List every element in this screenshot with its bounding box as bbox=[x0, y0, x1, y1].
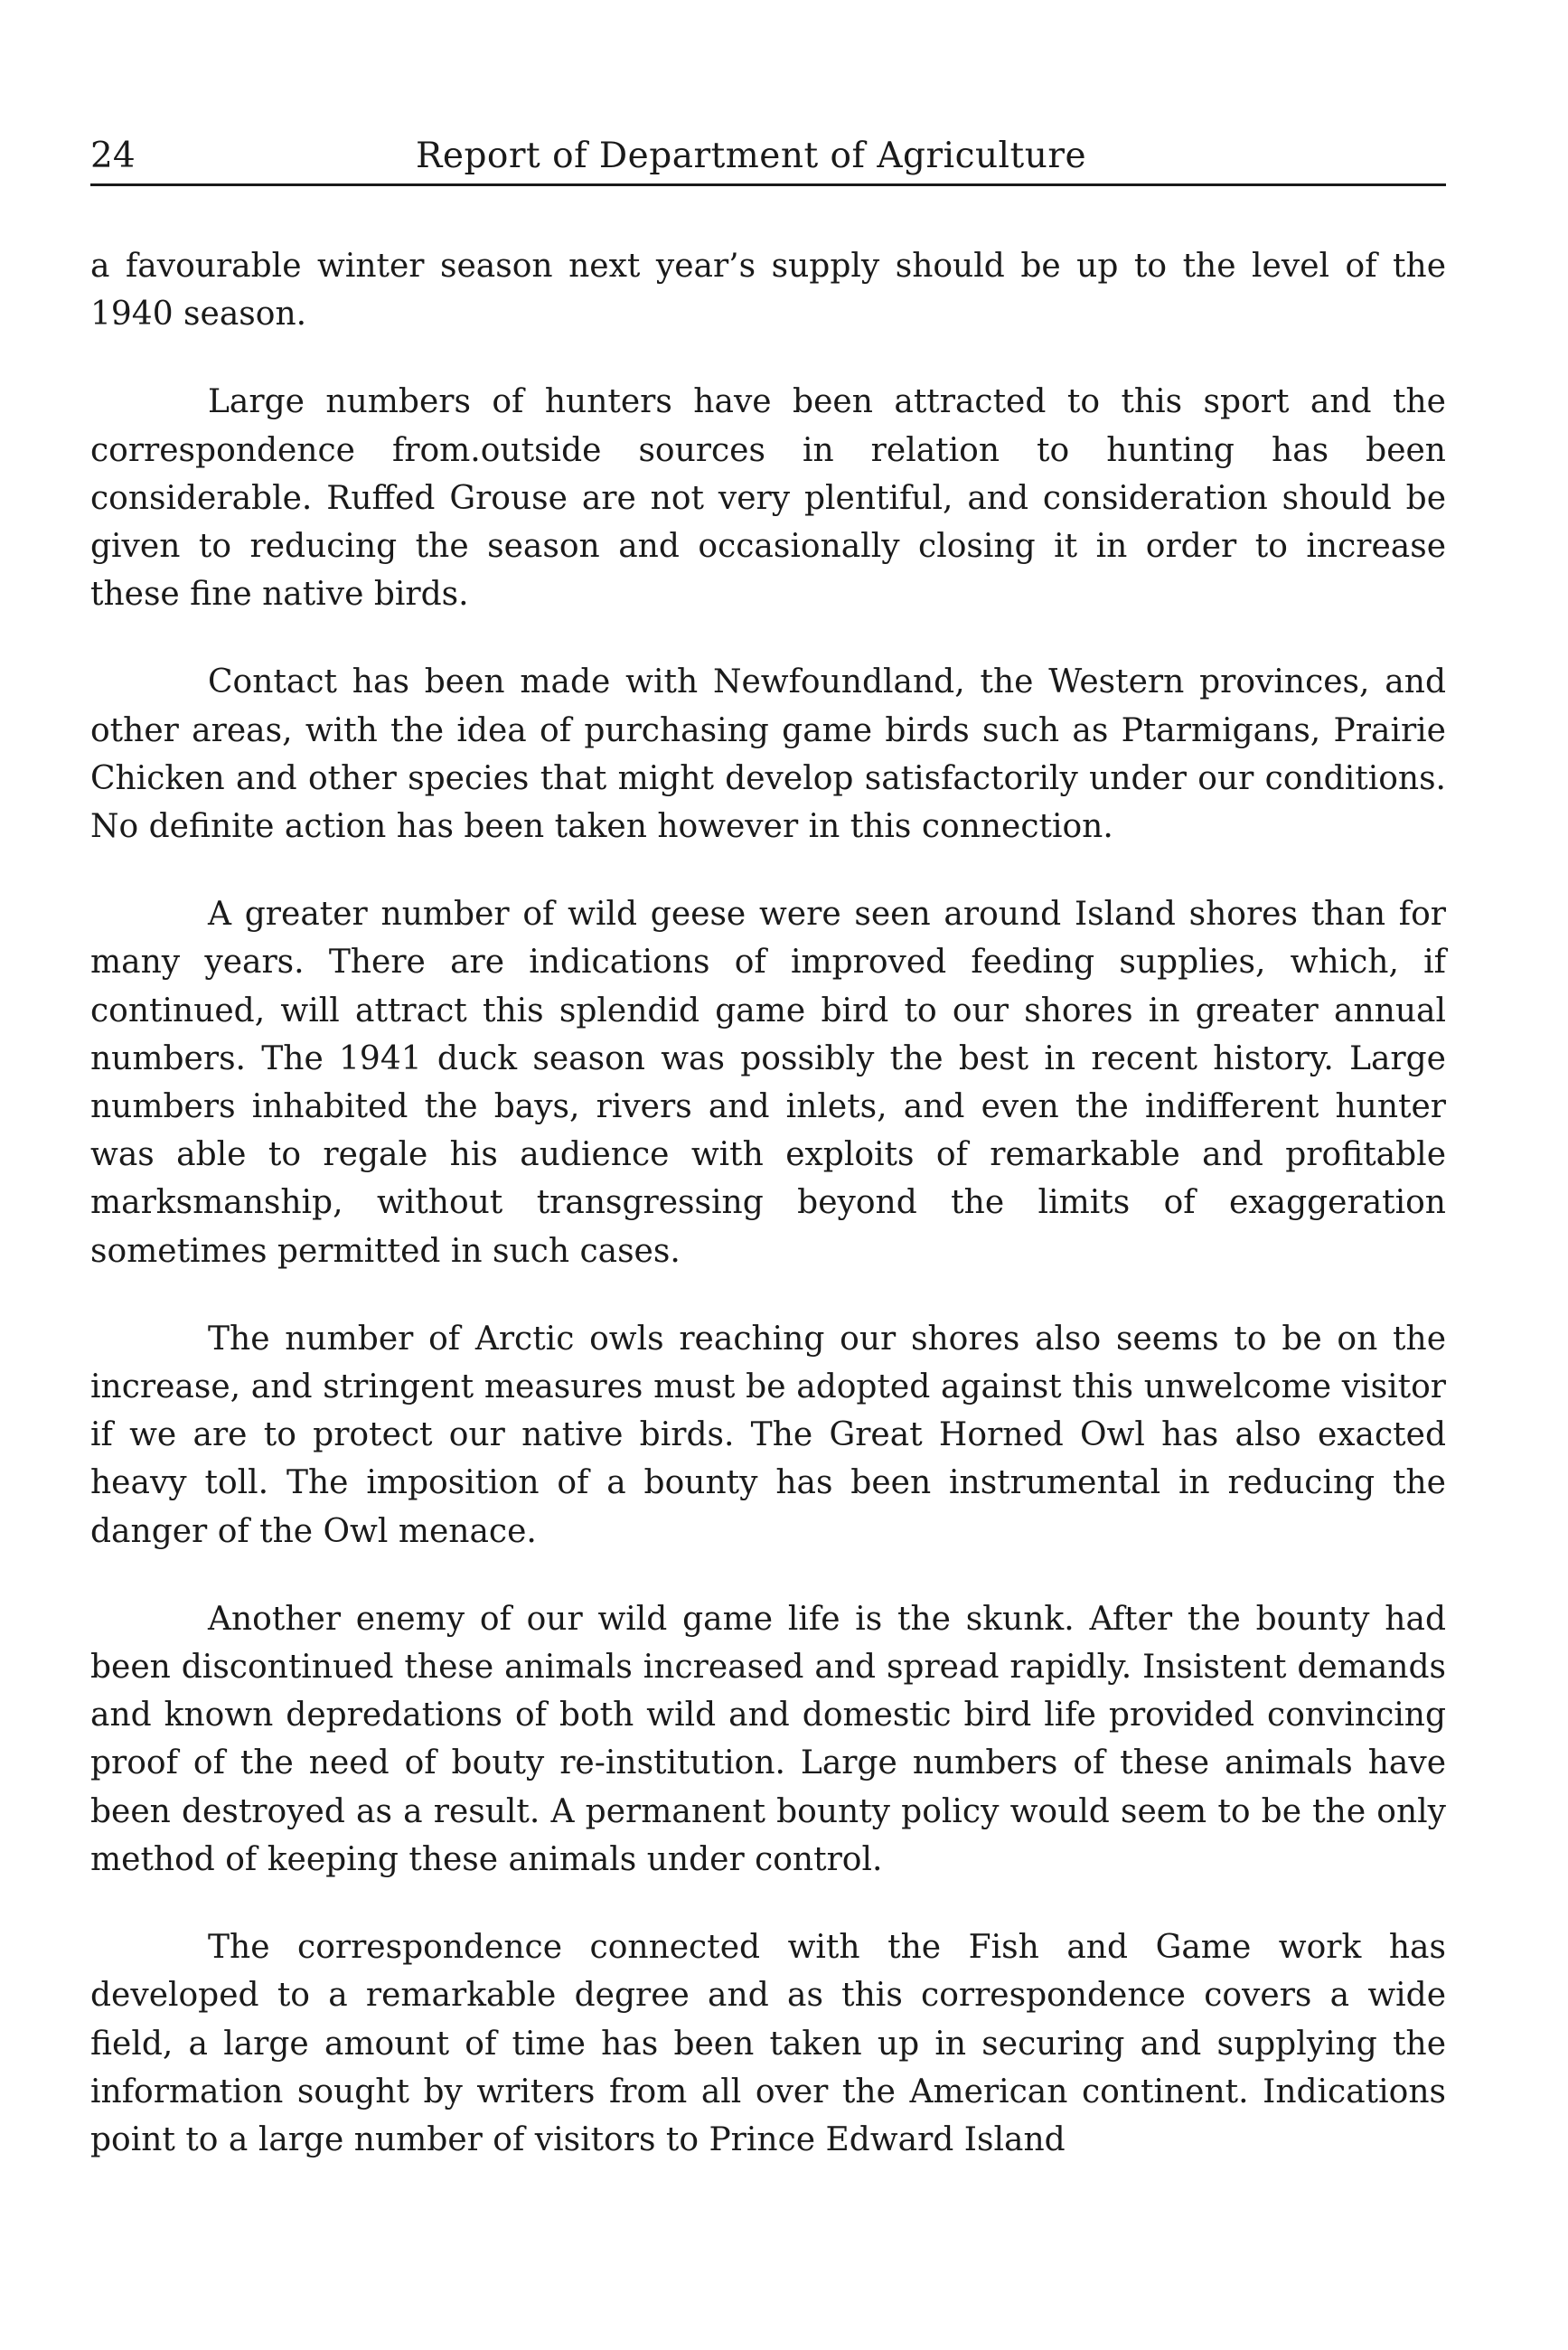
page-number: 24 bbox=[90, 136, 136, 176]
paragraph-wild-geese: A greater number of wild geese were seen around Island shores than for many years. There are indications of improved feeding supplies, which, if continued, will attract this splendid game bird to our shores in greater annual numbers. The 1941 duck season was possibly the best in recent history. Large numbers inhabited the bays, rivers and inlets, and even the indifferent hunter was able to regale his audience with exploits of remarkable and profitable marksmanship, without transgressing beyond the limits of exaggeration sometimes permitted in such cases. bbox=[90, 896, 1446, 1270]
paragraph-game-birds: Contact has been made with Newfoundland, the Western provinces, and other areas, with the idea of purchasing game birds such as Ptarmigans, Prairie Chicken and other species that might develop satisfactorily under our conditions. No definite action has been taken however in this connection. bbox=[90, 663, 1446, 846]
body-text bbox=[90, 242, 1446, 2164]
running-head: Report of Department of Agriculture bbox=[416, 136, 1087, 176]
paragraph-continuation: a favourable winter season next year’s supply should be up to the level of the 1940 season. bbox=[90, 248, 1446, 334]
paragraph-correspondence: The correspondence connected with the Fish and Game work has developed to a remarkable degree and as this correspondence covers a wide field, a large amount of time has been taken up in securing and supplying the information sought by writers from all over the American continent. Indications point to a large number of visitors to Prince Edward Island bbox=[90, 1929, 1446, 2158]
paragraph-arctic-owls: The number of Arctic owls reaching our shores also seems to be on the increase, and stringent measures must be adopted against this unwelcome visitor if we are to protect our native birds. The Great Horned Owl has also exacted heavy toll. The imposition of a bounty has been instrumental in reducing the danger of the Owl menace. bbox=[90, 1320, 1446, 1550]
page-header bbox=[90, 129, 1446, 186]
paragraph-skunk: Another enemy of our wild game life is the skunk. After the bounty had been discontinued these animals increased and spread rapidly. Insistent demands and known depredations of both wild and domestic bird life provided convincing proof of the need of bouty re-institution. Large numbers of these animals have been destroyed as a result. A permanent bounty policy would seem to be the only method of keeping these animals under control. bbox=[90, 1600, 1446, 1878]
paragraph-hunters: Large numbers of hunters have been attracted to this sport and the correspondence from.outside sources in relation to hunting has been considerable. Ruffed Grouse are not very plentiful, and consideration should be given to reducing the season and occasionally closing it in order to increase these fine native birds. bbox=[90, 383, 1446, 614]
